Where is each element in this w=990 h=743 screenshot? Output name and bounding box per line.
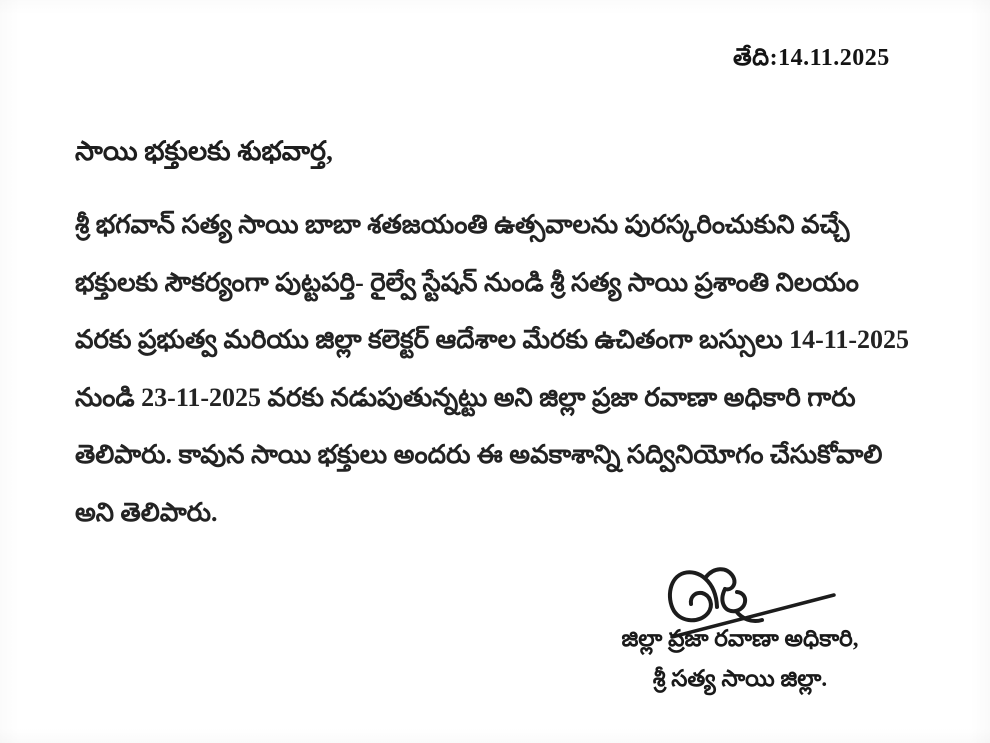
signatory-designation: జిల్లా ప్రజా రవాణా అధికారి, bbox=[621, 626, 859, 651]
body-line-6: అని తెలిపారు. bbox=[75, 497, 218, 527]
signatory-district: శ్రీ సత్య సాయి జిల్లా. bbox=[652, 666, 828, 691]
body-line-3: వరకు ప్రభుత్వ మరియు జిల్లా కలెక్టర్ ఆదేశాల మేరకు ఉచితంగా బస్సులు 14-11-2025 bbox=[75, 325, 909, 354]
letter-salutation: సాయి భక్తులకు శుభవార్త, bbox=[75, 136, 333, 166]
body-line-1: శ్రీ భగవాన్ సత్య సాయి బాబా శతజయంతి ఉత్సవాలను పురస్కరించుకుని వచ్చే bbox=[75, 210, 850, 239]
body-line-4: నుండి 23-11-2025 వరకు నడుపుతున్నట్టు అని జిల్లా ప్రజా రవాణా అధికారి గారు bbox=[75, 382, 856, 412]
body-line-5: తెలిపారు. కావున సాయి భక్తులు అందరు ఈ అవకాశాన్ని సద్వినియోగం చేసుకోవాలి bbox=[75, 440, 883, 469]
letter-body bbox=[75, 196, 920, 541]
body-line-2: భక్తులకు సౌకర్యంగా పుట్టపర్తి- రైల్వే స్టేషన్ నుండి శ్రీ సత్య సాయి ప్రశాంతి నిలయం bbox=[75, 267, 859, 297]
letter-date: తేది:14.11.2025 bbox=[733, 45, 890, 71]
signature-block bbox=[600, 560, 890, 710]
